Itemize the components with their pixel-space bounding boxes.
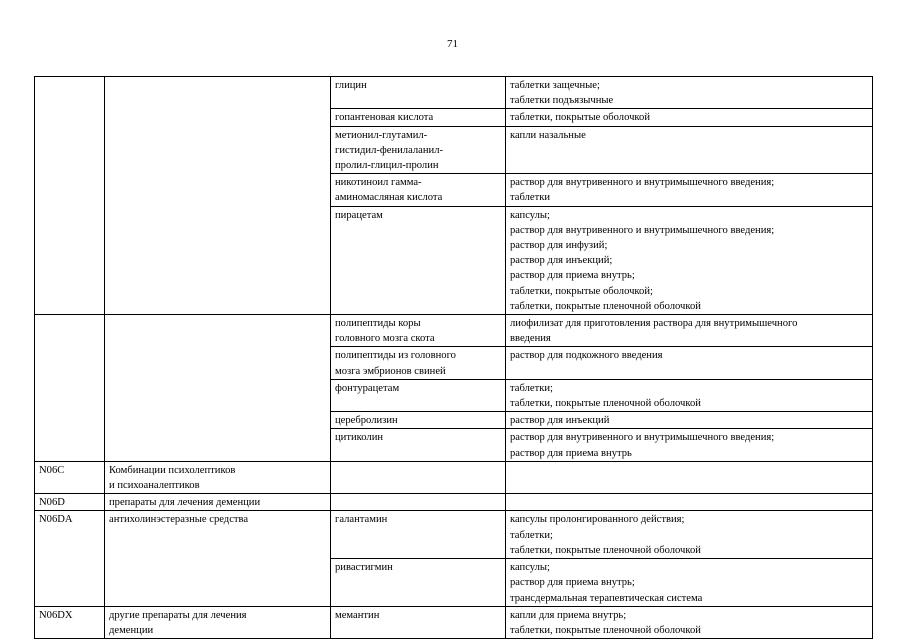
group-name-cell [105, 511, 331, 606]
atc-code-cell [35, 315, 105, 462]
dosage-form-cell [506, 461, 873, 493]
dosage-form-line: раствор для приема внутрь; [510, 577, 635, 589]
drug-name-line: никотиноил гамма- [335, 177, 422, 189]
drug-name-line: галантамин [335, 514, 388, 526]
group-name-line: Комбинации психолептиков [109, 464, 236, 476]
table-row [35, 77, 873, 109]
dosage-form-cell [506, 606, 873, 638]
group-name-cell [105, 461, 331, 493]
dosage-form-cell [506, 315, 873, 347]
drug-name-line: глицин [335, 80, 367, 91]
dosage-form-line: трансдермальная терапевтическая система [510, 592, 703, 604]
drug-name-cell [331, 109, 506, 126]
drug-name-line: пирацетам [335, 209, 383, 221]
drug-name-cell [331, 429, 506, 461]
group-name-line: препараты для лечения деменции [109, 497, 261, 509]
drug-name-line: гистидил-фенилаланил- [335, 144, 444, 156]
table-row [35, 606, 873, 638]
dosage-form-line: таблетки; [510, 529, 553, 541]
drug-name-cell [331, 206, 506, 314]
group-name-cell [105, 315, 331, 462]
drug-name-line: фонтурацетам [335, 382, 400, 394]
dosage-form-line: таблетки; [510, 382, 553, 394]
dosage-form-line: капли для приема внутрь; [510, 609, 627, 621]
atc-code-cell: N06D [35, 494, 105, 511]
dosage-form-cell [506, 174, 873, 206]
dosage-form-line: капсулы; [510, 209, 550, 221]
drug-name-cell [331, 559, 506, 607]
dosage-form-cell [506, 126, 873, 174]
drug-name-line: мемантин [335, 609, 380, 621]
drug-name-line: пролил-глицил-пролин [335, 160, 439, 172]
table-body [35, 77, 873, 639]
dosage-form-cell [506, 494, 873, 511]
drug-name-cell [331, 494, 506, 511]
dosage-form-line: капсулы; [510, 562, 550, 574]
group-name-line: антихолинэстеразные средства [109, 514, 249, 526]
drug-name-line: полипептиды из головного [335, 350, 456, 362]
group-name-line: другие препараты для лечения [109, 609, 247, 621]
group-name-cell [105, 494, 331, 511]
dosage-form-line: раствор для внутривенного и внутримышечного введения; [510, 432, 775, 444]
drug-name-cell [331, 126, 506, 174]
dosage-form-line: таблетки, покрытые оболочкой; [510, 285, 653, 297]
drug-name-cell [331, 174, 506, 206]
table-row [35, 461, 873, 493]
dosage-form-cell [506, 347, 873, 379]
dosage-form-line: лиофилизат для приготовления раствора для внутримышечного [510, 318, 798, 330]
drug-name-line: метионил-глутамил- [335, 129, 428, 141]
drug-name-line: мозга эмбрионов свиней [335, 365, 446, 377]
dosage-form-line: таблетки защечные; [510, 80, 600, 91]
drug-name-cell [331, 77, 506, 109]
drug-name-cell [331, 379, 506, 411]
dosage-form-cell [506, 412, 873, 429]
dosage-form-line: раствор для инъекций; [510, 255, 613, 267]
dosage-form-line: капсулы пролонгированного действия; [510, 514, 685, 526]
dosage-form-line: таблетки, покрытые пленочной оболочкой [510, 544, 701, 556]
dosage-form-line: раствор для инфузий; [510, 240, 608, 252]
dosage-form-line: таблетки, покрытые оболочкой [510, 112, 650, 124]
page-number: 71 [447, 38, 458, 50]
drug-name-line: аминомасляная кислота [335, 192, 443, 204]
dosage-form-cell [506, 559, 873, 607]
dosage-form-line: таблетки, покрытые пленочной оболочкой [510, 300, 701, 312]
dosage-form-line: раствор для приема внутрь [510, 447, 632, 459]
dosage-form-line: таблетки, покрытые пленочной оболочкой [510, 398, 701, 410]
drug-name-line: полипептиды коры [335, 318, 421, 330]
drug-name-line: цитиколин [335, 432, 384, 444]
atc-code-cell: N06DA [35, 511, 105, 606]
table-row [35, 511, 873, 559]
dosage-form-line: таблетки [510, 192, 551, 204]
dosage-form-line: раствор для внутривенного и внутримышечного введения; [510, 224, 775, 236]
drug-name-cell [331, 347, 506, 379]
drug-name-cell [331, 461, 506, 493]
drug-table [34, 76, 873, 639]
group-name-line: и психоаналептиков [109, 480, 200, 492]
group-name-cell [105, 77, 331, 315]
dosage-form-line: раствор для подкожного введения [510, 350, 663, 362]
dosage-form-cell [506, 511, 873, 559]
drug-name-line: гопантеновая кислота [335, 112, 434, 124]
table-row [35, 494, 873, 511]
dosage-form-cell [506, 109, 873, 126]
atc-code-cell [35, 77, 105, 315]
table-row [35, 315, 873, 347]
dosage-form-line: раствор для внутривенного и внутримышечного введения; [510, 177, 775, 189]
group-name-cell [105, 606, 331, 638]
dosage-form-cell [506, 379, 873, 411]
dosage-form-line: таблетки подъязычные [510, 95, 614, 107]
dosage-form-line: раствор для приема внутрь; [510, 270, 635, 282]
drug-name-line: церебролизин [335, 415, 398, 427]
drug-name-cell [331, 315, 506, 347]
dosage-form-cell [506, 77, 873, 109]
group-name-line: деменции [109, 624, 154, 636]
drug-name-cell [331, 606, 506, 638]
dosage-form-cell [506, 206, 873, 314]
atc-code-cell: N06DX [35, 606, 105, 638]
drug-name-cell [331, 511, 506, 559]
dosage-form-line: капли назальные [510, 129, 586, 141]
dosage-form-line: введения [510, 333, 551, 345]
drug-name-line: ривастигмин [335, 562, 393, 574]
drug-name-cell [331, 412, 506, 429]
atc-code-cell: N06C [35, 461, 105, 493]
dosage-form-line: раствор для инъекций [510, 415, 610, 427]
drug-name-line: головного мозга скота [335, 333, 435, 345]
dosage-form-cell [506, 429, 873, 461]
dosage-form-line: таблетки, покрытые пленочной оболочкой [510, 624, 701, 636]
